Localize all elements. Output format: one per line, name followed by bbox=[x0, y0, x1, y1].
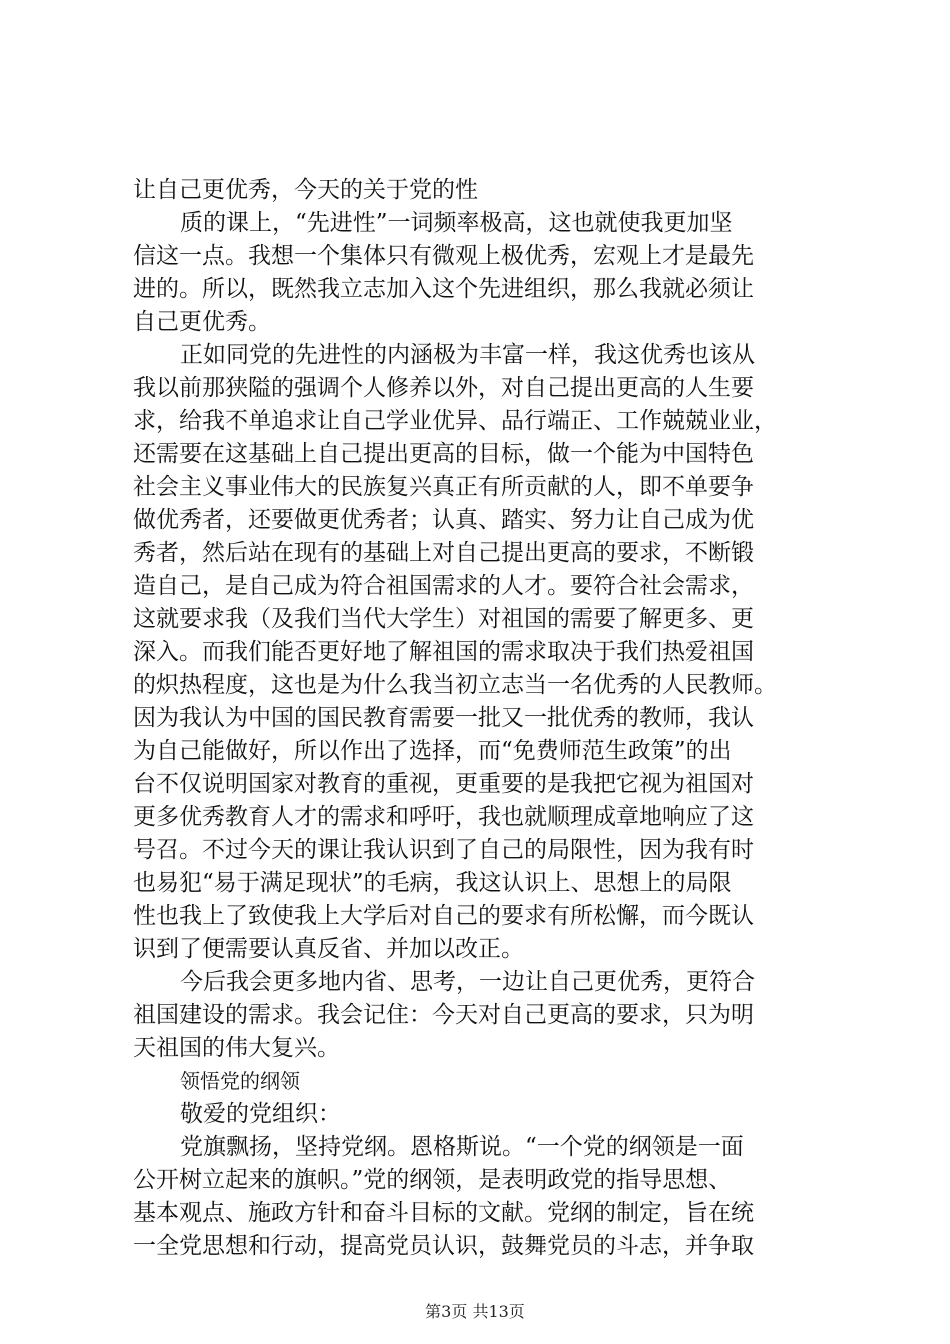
text-line: 信这一点。我想一个集体只有微观上极优秀，宏观上才是最先 bbox=[133, 243, 754, 269]
text-line: 做优秀者，还要做更优秀者；认真、踏实、努力让自己成为优 bbox=[133, 507, 754, 533]
text-line: 质的课上，“先进性”一词频率极高，这也就使我更加坚 bbox=[180, 210, 733, 236]
text-line: 求，给我不单追求让自己学业优异、品行端正、工作兢兢业业， bbox=[133, 408, 777, 434]
text-line: 也易犯“易于满足现状”的毛病，我这认识上、思想上的局限 bbox=[133, 870, 732, 896]
page-indicator: 第3页 共13页 bbox=[425, 1302, 525, 1321]
text-line: 让自己更优秀，今天的关于党的性 bbox=[133, 177, 478, 203]
text-line: 进的。所以，既然我立志加入这个先进组织，那么我就必须让 bbox=[133, 276, 754, 302]
text-line: 公开树立起来的旗帜。”党的纲领，是表明政党的指导思想、 bbox=[133, 1167, 732, 1193]
text-line: 自己更优秀。 bbox=[133, 309, 271, 335]
text-line: 更多优秀教育人才的需求和呼吁，我也就顺理成章地响应了这 bbox=[133, 804, 754, 830]
text-line: 这就要求我（及我们当代大学生）对祖国的需要了解更多、更 bbox=[133, 606, 754, 632]
text-line: 识到了便需要认真反省、并加以改正。 bbox=[133, 936, 524, 962]
text-line: 天祖国的伟大复兴。 bbox=[133, 1035, 340, 1061]
section-heading: 领悟党的纲领 bbox=[180, 1069, 300, 1093]
text-line: 因为我认为中国的国民教育需要一批又一批优秀的教师，我认 bbox=[133, 705, 754, 731]
text-line: 一全党思想和行动，提高党员认识，鼓舞党员的斗志，并争取 bbox=[133, 1233, 754, 1259]
text-line: 社会主义事业伟大的民族复兴真正有所贡献的人，即不单要争 bbox=[133, 474, 754, 500]
text-line: 今后我会更多地内省、思考，一边让自己更优秀，更符合 bbox=[180, 969, 755, 995]
text-line: 我以前那狭隘的强调个人修养以外，对自己提出更高的人生要 bbox=[133, 375, 754, 401]
text-line: 正如同党的先进性的内涵极为丰富一样，我这优秀也该从 bbox=[180, 342, 755, 368]
text-line: 还需要在这基础上自己提出更高的目标，做一个能为中国特色 bbox=[133, 441, 754, 467]
text-line: 造自己，是自己成为符合祖国需求的人才。要符合社会需求， bbox=[133, 573, 754, 599]
text-line: 号召。不过今天的课让我认识到了自己的局限性，因为我有时 bbox=[133, 837, 754, 863]
text-line: 基本观点、施政方针和奋斗目标的文献。党纲的制定，旨在统 bbox=[133, 1200, 754, 1226]
text-line: 的炽热程度，这也是为什么我当初立志当一名优秀的人民教师。 bbox=[133, 672, 777, 698]
text-line: 台不仅说明国家对教育的重视，更重要的是我把它视为祖国对 bbox=[133, 771, 754, 797]
text-line: 祖国建设的需求。我会记住：今天对自己更高的要求，只为明 bbox=[133, 1002, 754, 1028]
text-line: 深入。而我们能否更好地了解祖国的需求取决于我们热爱祖国 bbox=[133, 639, 754, 665]
text-line: 党旗飘扬，坚持党纲。恩格斯说。“一个党的纲领是一面 bbox=[180, 1134, 744, 1160]
text-line: 秀者，然后站在现有的基础上对自己提出更高的要求，不断锻 bbox=[133, 540, 754, 566]
salutation: 敬爱的党组织： bbox=[180, 1101, 341, 1127]
text-line: 为自己能做好，所以作出了选择，而“免费师范生政策”的出 bbox=[133, 738, 732, 764]
text-line: 性也我上了致使我上大学后对自己的要求有所松懈，而今既认 bbox=[133, 903, 754, 929]
